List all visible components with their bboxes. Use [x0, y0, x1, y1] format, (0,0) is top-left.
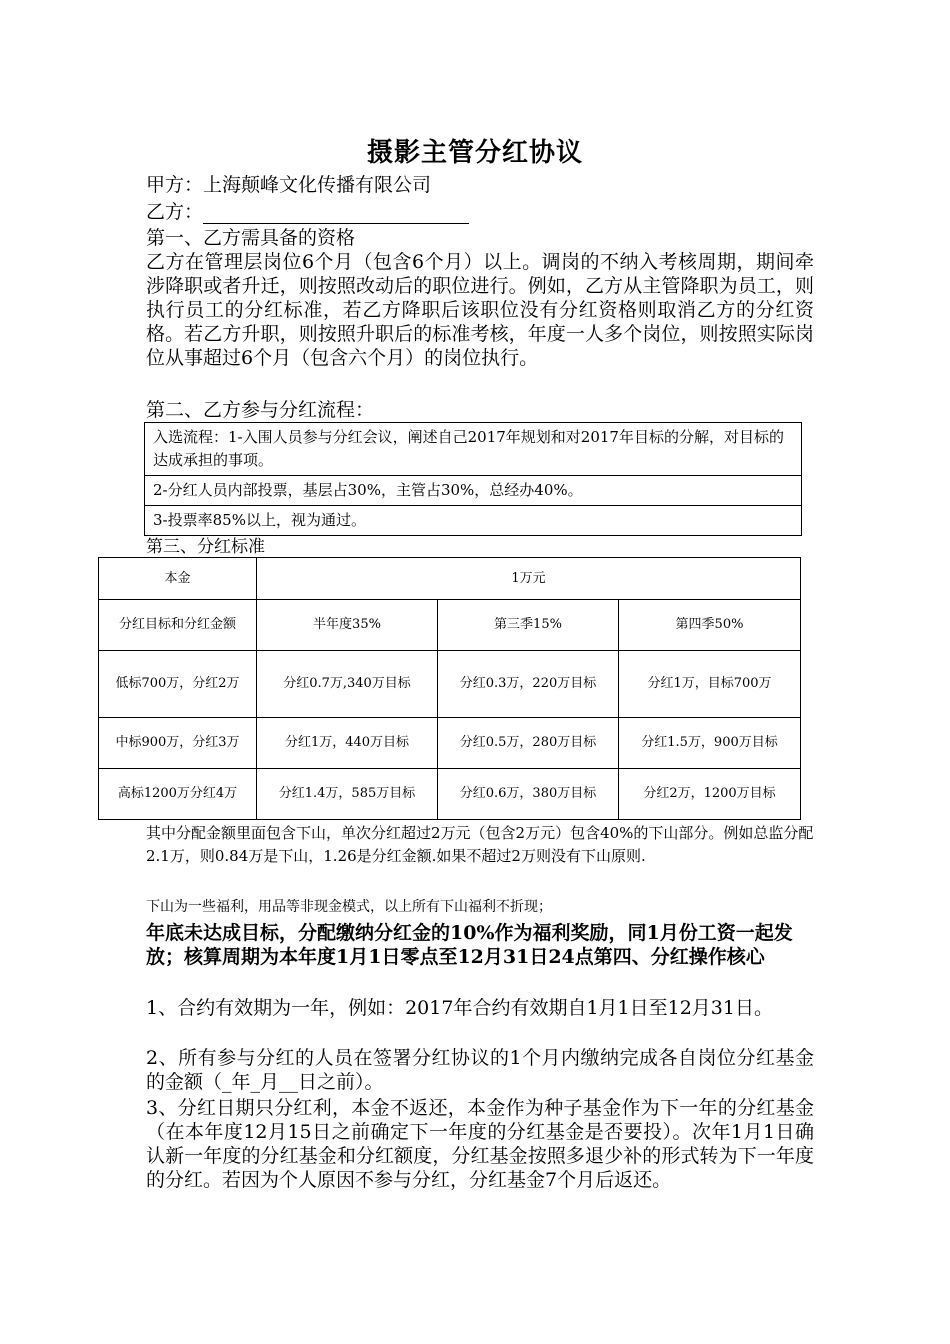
dividend-standard-table — [98, 557, 801, 820]
table-cell: 分红0.6万，380万目标 — [438, 769, 619, 820]
core-item-3: 3、分红日期只分红利，本金不返还，本金作为种子基金作为下一年的分红基金（在本年度12月15日之前确定下一年度的分红基金是否要投）。次年1月1日确认新一年度的分红基金和分红额度，分红基金按照多退少补的形式转为下一年度的分红。若因为个人原因不参与分红，分红基金7个月后返还。 — [146, 1097, 814, 1191]
table-row — [99, 718, 801, 769]
period-header: 半年度35% — [257, 600, 438, 651]
core-item-2: 2、所有参与分红的人员在签署分红协议的1个月内缴纳完成各自岗位分红基金的金额（_年_月__日之前）。 — [146, 1047, 814, 1093]
process-step: 2-分红人员内部投票，基层占30%，主管占30%，总经办40%。 — [145, 476, 802, 506]
table-cell: 分红0.5万，280万目标 — [438, 718, 619, 769]
process-step: 入选流程：1-入围人员参与分红会议，阐述自己2017年规划和对2017年目标的分解，对目标的达成承担的事项。 — [145, 423, 802, 476]
principal-value: 1万元 — [257, 558, 801, 600]
process-table — [144, 422, 802, 536]
document-title: 摄影主管分红协议 — [366, 138, 583, 168]
table-cell: 分红0.7万,340万目标 — [257, 651, 438, 718]
period-header: 第三季15% — [438, 600, 619, 651]
period-header: 第四季50% — [619, 600, 801, 651]
table-cell: 分红1万，目标700万 — [619, 651, 801, 718]
party-b-signature-line — [203, 203, 469, 224]
tier-label: 中标900万，分红3万 — [99, 718, 257, 769]
principal-label: 本金 — [99, 558, 257, 600]
party-b — [146, 200, 469, 224]
note-benefits: 下山为一些福利，用品等非现金模式，以上所有下山福利不折现； — [146, 899, 552, 915]
tier-label: 低标700万，分红2万 — [99, 651, 257, 718]
core-item-1: 1、合约有效期为一年，例如：2017年合约有效期自1月1日至12月31日。 — [146, 997, 773, 1019]
table-row — [99, 651, 801, 718]
party-a: 甲方：上海颠峰文化传播有限公司 — [146, 174, 432, 196]
section1-body: 乙方在管理层岗位6个月（包含6个月）以上。调岗的不纳入考核周期，期间牵涉降职或者升迁，则按照改动后的职位进行。例如，乙方从主管降职为员工，则执行员工的分红标准，若乙方降职后该职位没有分红资格则取消乙方的分红资格。若乙方升职，则按照升职后的标准考核，年度一人多个岗位，则按照实际岗位从事超过6个月（包含六个月）的岗位执行。 — [146, 251, 814, 369]
section2-heading: 第二、乙方参与分红流程： — [146, 399, 375, 421]
year-end-clause: 年底未达成目标，分配缴纳分红金的10%作为福利奖励，同1月份工资一起发放；核算周期为本年度1月1日零点至12月31日24点第四、分红操作核心 — [146, 922, 793, 968]
section1-heading: 第一、乙方需具备的资格 — [146, 227, 356, 249]
party-b-label: 乙方： — [146, 201, 204, 223]
table-cell: 分红1.4万，585万目标 — [257, 769, 438, 820]
process-step: 3-投票率85%以上，视为通过。 — [145, 506, 802, 536]
note-withholding: 其中分配金额里面包含下山，单次分红超过2万元（包含2万元）包含40%的下山部分。例如总监分配2.1万，则0.84万是下山，1.26是分红金额.如果不超过2万则没有下山原则. — [146, 824, 814, 865]
target-label: 分红目标和分红金额 — [99, 600, 257, 651]
tier-label: 高标1200万分红4万 — [99, 769, 257, 820]
table-cell: 分红2万，1200万目标 — [619, 769, 801, 820]
table-cell: 分红0.3万，220万目标 — [438, 651, 619, 718]
table-row — [99, 769, 801, 820]
table-cell: 分红1万，440万目标 — [257, 718, 438, 769]
table-cell: 分红1.5万，900万目标 — [619, 718, 801, 769]
section3-heading: 第三、分红标准 — [146, 537, 265, 557]
